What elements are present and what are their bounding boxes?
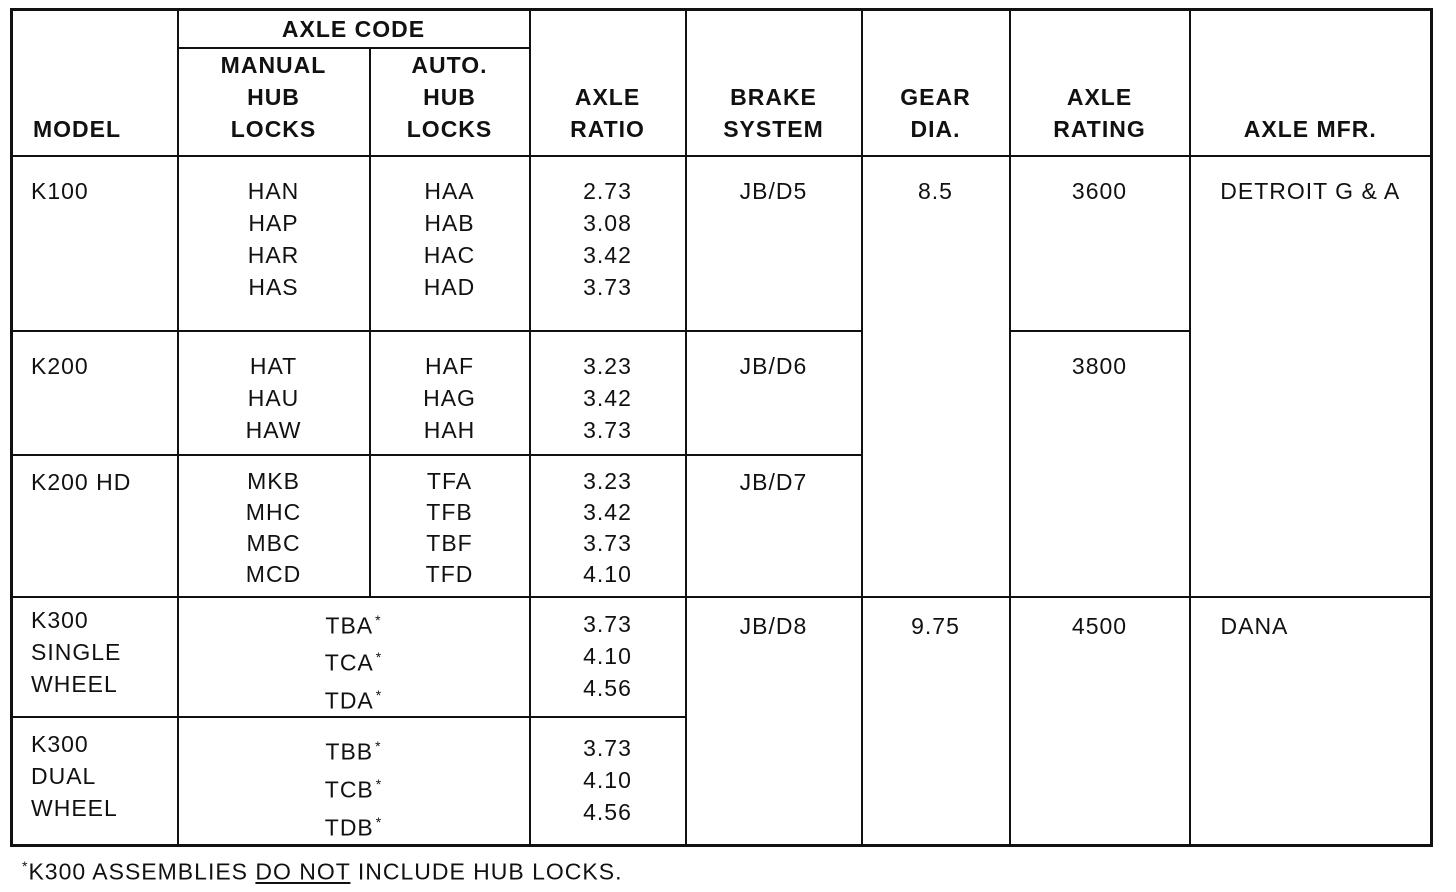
axle-specifications-table — [10, 8, 1433, 847]
line-item: HAC — [423, 241, 476, 268]
axle-rating-cell: 4500 — [1010, 597, 1190, 846]
line-item: DUAL — [31, 763, 97, 790]
line-item: SYSTEM — [723, 115, 824, 142]
line-item: HAG — [423, 384, 476, 411]
line-item: K300 — [31, 731, 89, 758]
line-item: HAN — [247, 177, 300, 204]
line-item: TCB * — [324, 776, 383, 803]
manual-hub-codes — [178, 331, 370, 455]
axle-mfr-cell: DETROIT G & A — [1190, 156, 1432, 597]
gear-dia-cell: 9.75 — [862, 597, 1010, 846]
line-item: TFB — [426, 498, 473, 525]
axle-mfr-cell: DANA — [1190, 597, 1432, 846]
header-axle-code: AXLE CODE — [178, 10, 530, 48]
line-item: HUB — [247, 83, 300, 110]
footnote-emphasis: DO NOT — [255, 858, 351, 885]
gear-dia-cell: 8.5 — [862, 156, 1010, 597]
model-cell — [12, 597, 178, 718]
line-item: DIA. — [910, 115, 961, 142]
footnote-asterisk: * — [22, 858, 29, 874]
line-item: K200 HD — [31, 468, 132, 495]
line-item: WHEEL — [31, 670, 118, 697]
axle-ratios — [530, 156, 686, 331]
line-item: 3.73 — [583, 273, 632, 300]
model-cell — [12, 717, 178, 845]
brake-system-cell: JB/D6 — [686, 331, 862, 455]
line-item: RATIO — [570, 115, 645, 142]
k300-axle-codes — [178, 717, 530, 845]
header-gear-dia — [862, 10, 1010, 156]
line-item: 3.73 — [583, 416, 632, 443]
line-item: MKB — [247, 467, 300, 494]
auto-hub-codes — [370, 156, 530, 331]
line-item: AUTO. — [411, 51, 488, 78]
line-item: LOCKS — [230, 115, 317, 142]
line-item: AXLE — [574, 83, 641, 110]
line-item: MANUAL — [220, 51, 327, 78]
line-item: HAW — [245, 416, 302, 443]
line-item: HAF — [425, 352, 474, 379]
line-item: MCD — [245, 560, 302, 587]
line-item: 3.42 — [583, 384, 632, 411]
footnote — [22, 858, 623, 886]
line-item: WHEEL — [31, 795, 118, 822]
line-item: HUB — [423, 83, 476, 110]
line-item: 4.56 — [583, 799, 632, 826]
line-item: RATING — [1053, 115, 1146, 142]
header-model: MODEL — [12, 10, 178, 156]
model-cell — [12, 156, 178, 331]
asterisk-mark: * — [375, 611, 382, 628]
line-item: 4.10 — [583, 560, 632, 587]
line-item: HAT — [249, 352, 298, 379]
line-item: TBF — [426, 529, 473, 556]
header-auto-hub-locks — [370, 48, 530, 156]
line-item: GEAR — [900, 83, 971, 110]
line-item: HAU — [247, 384, 300, 411]
line-item: MHC — [245, 498, 302, 525]
line-item: HAR — [247, 241, 300, 268]
line-item: AXLE — [1066, 83, 1133, 110]
brake-system-cell: JB/D7 — [686, 455, 862, 597]
axle-rating-cell: 3800 — [1010, 331, 1190, 597]
line-item: 3.73 — [583, 735, 632, 762]
line-item: 4.10 — [583, 767, 632, 794]
brake-system-cell: JB/D5 — [686, 156, 862, 331]
header-brake-system — [686, 10, 862, 156]
axle-ratios — [530, 455, 686, 597]
line-item: MBC — [246, 529, 301, 556]
line-item: HAS — [248, 273, 299, 300]
line-item: HAA — [424, 177, 475, 204]
axle-ratios — [530, 597, 686, 718]
line-item: HAH — [423, 416, 476, 443]
line-item: 3.42 — [583, 241, 632, 268]
line-item: TCA * — [324, 649, 383, 676]
axle-ratios — [530, 331, 686, 455]
line-item: K100 — [31, 177, 89, 204]
axle-rating-cell: 3600 — [1010, 156, 1190, 331]
auto-hub-codes — [370, 455, 530, 597]
line-item: TFA — [426, 467, 473, 494]
table-row-k300-single — [12, 597, 1432, 718]
line-item: 4.10 — [583, 642, 632, 669]
line-item: 3.08 — [583, 209, 632, 236]
line-item: 3.23 — [583, 467, 632, 494]
asterisk-mark: * — [375, 776, 383, 793]
asterisk-mark: * — [375, 649, 383, 666]
manual-hub-codes — [178, 455, 370, 597]
line-item: TFD — [425, 560, 474, 587]
line-item: HAD — [423, 273, 476, 300]
line-item: 4.56 — [583, 674, 632, 701]
line-item: 3.73 — [583, 610, 632, 637]
line-item: K300 — [31, 606, 89, 633]
brake-system-cell: JB/D8 — [686, 597, 862, 846]
asterisk-mark: * — [375, 738, 382, 755]
line-item: 3.42 — [583, 498, 632, 525]
line-item: 3.73 — [583, 529, 632, 556]
header-axle-rating — [1010, 10, 1190, 156]
asterisk-mark: * — [375, 813, 383, 830]
line-item: K200 — [31, 352, 89, 379]
auto-hub-codes — [370, 331, 530, 455]
model-cell — [12, 455, 178, 597]
table-row-k100 — [12, 156, 1432, 331]
line-item: TBA * — [325, 611, 382, 639]
line-item: BRAKE — [730, 83, 817, 110]
footnote-suffix: INCLUDE HUB LOCKS. — [350, 858, 623, 885]
line-item: TBB * — [325, 738, 382, 766]
line-item: HAP — [248, 209, 299, 236]
line-item: TDA * — [324, 686, 383, 714]
line-item: 2.73 — [583, 177, 632, 204]
manual-hub-codes — [178, 156, 370, 331]
line-item: SINGLE — [31, 638, 122, 665]
axle-ratios — [530, 717, 686, 845]
line-item: TDB * — [324, 813, 383, 841]
asterisk-mark: * — [375, 686, 383, 703]
header-axle-mfr: AXLE MFR. — [1190, 10, 1432, 156]
k300-axle-codes — [178, 597, 530, 718]
header-manual-hub-locks — [178, 48, 370, 156]
line-item: HAB — [424, 209, 475, 236]
line-item: 3.23 — [583, 352, 632, 379]
line-item: LOCKS — [406, 115, 493, 142]
footnote-prefix: K300 ASSEMBLIES — [28, 858, 256, 885]
model-cell — [12, 331, 178, 455]
header-axle-ratio — [530, 10, 686, 156]
